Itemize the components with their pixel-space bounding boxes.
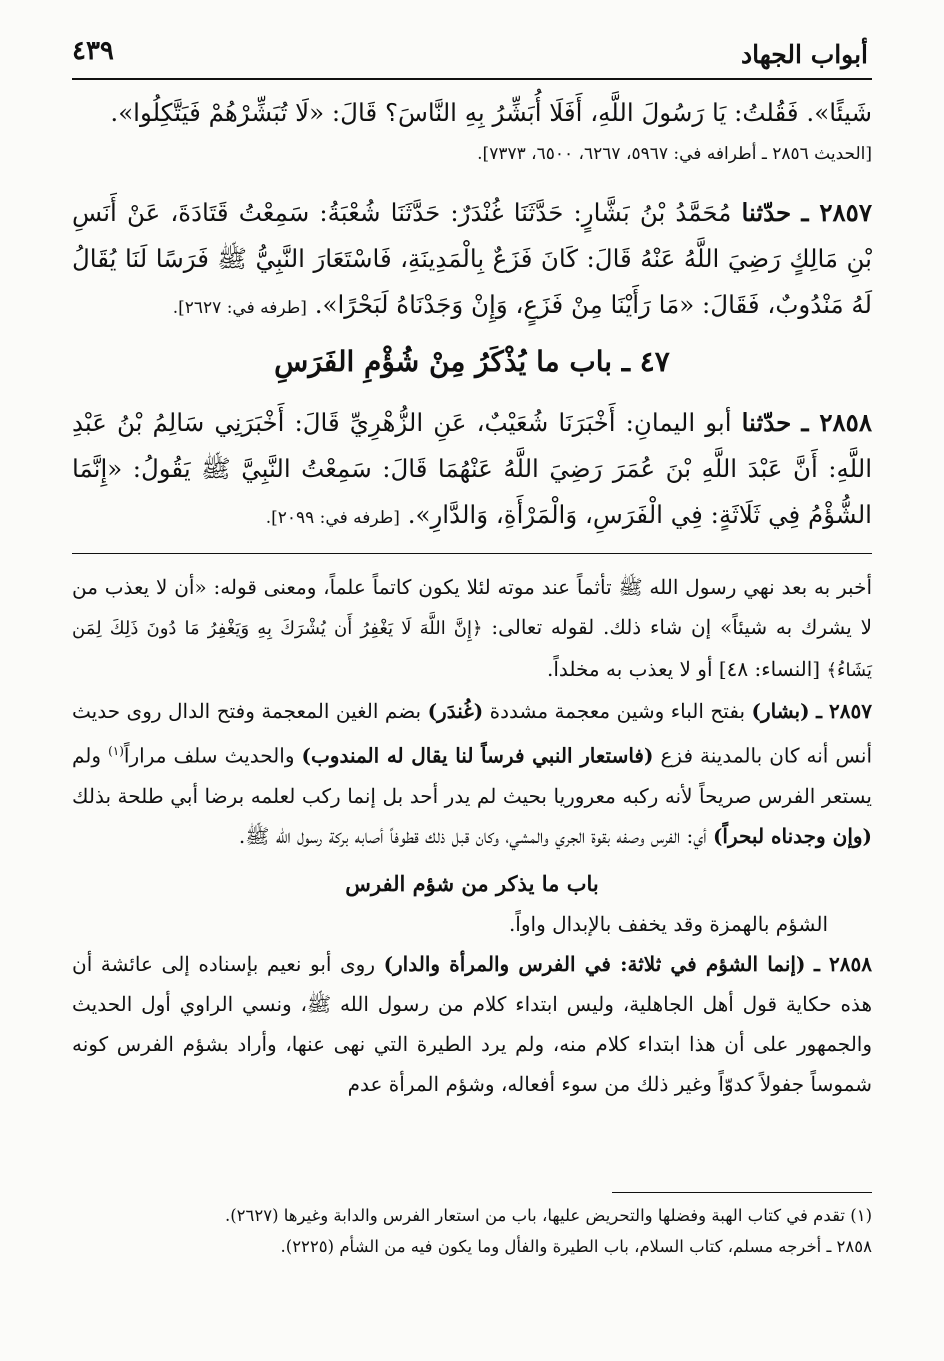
commentary-text: بفتح الباء وشين معجمة مشددة — [483, 699, 752, 723]
commentary-para-1 — [72, 567, 872, 691]
hadith-2857 — [72, 190, 872, 331]
commentary-number: ٢٨٥٨ ـ — [814, 951, 872, 976]
chapter-heading: ٤٧ ـ باب ما يُذْكَرُ مِنْ شُؤْمِ الفَرَسِ — [274, 345, 670, 378]
hadith-2857-ref: [طرفه في: ٢٦٢٧]. — [172, 298, 307, 318]
commentary-2858 — [72, 944, 872, 1104]
commentary-text: ولم يستعر الفرس صريحاً لأنه ركبه معروريا بحيث لم يدر أحد بل إنما ركب لعلمه برضا أبي طلحة بذلك — [72, 743, 872, 808]
commentary-quote: (إنما الشؤم في ثلاثة: في الفرس والمرأة والدار) — [383, 951, 806, 976]
commentary — [72, 567, 872, 1104]
commentary-text: روى أبو نعيم بإسناده إلى عائشة أن هذه حكاية قول أهل الجاهلية، وليس ابتداء كلام من رسول الله ﷺ، ونسي الراوي أول الحديث والجمهور على أن هذا ابتداء كلام منه، ولم يرد الطيرة التي نهى عنها، وأراد بشؤم الفرس كونه شموساً جفولاً كدوّاً وغير ذلك من سوء أفعاله، وشؤم المرأة عدم — [72, 951, 872, 1096]
hadith-2856-text: شَيئًا». فَقُلتُ: يَا رَسُولَ اللَّهِ، أَفَلَا أُبَشِّرُ بِهِ النَّاسَ؟ قَالَ: «لَا تُبَشِّرْهُمْ فَيَتَّكِلُوا». — [110, 98, 872, 127]
hadith-number: ٢٨٥٧ ـ — [801, 198, 872, 227]
commentary-2857 — [72, 691, 872, 856]
footnotes — [72, 1200, 872, 1262]
hadith-2858-ref: [طرفه في: ٢٠٩٩]. — [265, 508, 400, 528]
page-header — [72, 30, 868, 74]
quran-quote: ﴿إِنَّ اللَّهَ لَا يَغْفِرُ أَن يُشْرَكَ بِهِ وَيَغْفِرُ مَا دُونَ ذَلِكَ لِمَن يَشَاءُ﴾ — [72, 618, 872, 681]
hadith-2858 — [72, 400, 872, 541]
commentary-text: بضم الغين المعجمة وفتح الدال روى حديث أنس أنه كان بالمدينة فزع — [72, 699, 873, 768]
footnote-rule — [612, 1192, 872, 1193]
running-title: أبواب الجهاد — [741, 40, 868, 69]
commentary-text: أي: الفرس وصفه بقوة الجري والمشي، وكان قبل ذلك قطوفاً أصابه بركة رسول الله ﷺ. — [238, 823, 713, 848]
commentary-quote: (فاستعار النبي فرساً لنا يقال له المندوب) — [301, 743, 654, 768]
commentary-term: (بشار) — [751, 699, 810, 723]
page-number: ٤٣٩ — [72, 36, 114, 66]
hadith-2856-ref: [الحديث ٢٨٥٦ ـ أطرافه في: ٥٩٦٧، ٦٢٦٧، ٦٥٠٠، ٧٣٧٣]. — [477, 144, 872, 164]
commentary-quote: (وإن وجدناه لبحراً) — [712, 823, 872, 848]
header-rule — [72, 78, 872, 80]
commentary-text: أخبر به بعد نهي رسول الله ﷺ تأثماً عند موته لئلا يكون كاتماً علماً، ومعنى قوله: «أن لا يعذب من لا يشرك به شيئاً» إن شاء ذلك. لقوله تعالى: — [72, 575, 872, 639]
footnote-2858: ٢٨٥٨ ـ أخرجه مسلم، كتاب السلام، باب الطيرة والفأل وما يكون فيه من الشأم (٢٢٢٥). — [280, 1237, 872, 1256]
commentary-text: [النساء: ٤٨] أو لا يعذب به مخلداً. — [546, 657, 827, 681]
commentary-text: والحديث سلف مراراً — [123, 743, 302, 768]
hadith-2858-text: أبو اليمانِ: أَخْبَرَنَا شُعَيْبٌ، عَنِ الزُّهْرِيِّ قَالَ: أَخْبَرَنِي سَالِمُ بْنُ عَبْدِ اللَّهِ: أَنَّ عَبْدَ اللَّهِ بْنَ عُمَرَ رَضِيَ اللَّهُ عَنْهُمَا قَالَ: سَمِعْتُ النَّبِيَّ ﷺ يَقُولُ: «إِنَّمَا الشُّؤْمُ فِي ثَلَاثَةٍ: فِي الْفَرَسِ، وَالْمَرْأَةِ، وَالدَّارِ». — [72, 408, 872, 529]
commentary-number: ٢٨٥٧ ـ — [816, 699, 872, 723]
hadith-opening: حدّثنا — [741, 408, 792, 437]
hadith-number: ٢٨٥٨ ـ — [801, 408, 872, 437]
hadith-opening: حدّثنا — [741, 198, 792, 227]
hadith-2856-end — [72, 90, 872, 169]
commentary-shum-note: الشؤم بالهمزة وقد يخفف بالإبدال واواً. — [508, 911, 828, 936]
footnote-1: (١) تقدم في كتاب الهبة وفضلها والتحريض عليها، باب من استعار الفرس والدابة وغيرها (٢٦٢٧). — [224, 1206, 872, 1225]
commentary-term: (غُندَر) — [427, 699, 484, 723]
text-commentary-divider — [72, 553, 872, 554]
hadith-2857-text: مُحَمَّدُ بْنُ بَشَّارٍ: حَدَّثَنَا غُنْدَرٌ: حَدَّثَنَا شُعْبَةُ: سَمِعْتُ قَتَادَةَ، عَنْ أَنَسِ بْنِ مَالِكٍ رَضِيَ اللَّهُ عَنْهُ قَالَ: كَانَ فَزَعٌ بِالْمَدِينَةِ، فَاسْتَعَارَ النَّبِيُّ ﷺ فَرَسًا لَنَا يُقَالُ لَهُ مَنْدُوبٌ، فَقَالَ: «مَا رَأَيْنَا مِنْ فَزَعٍ، وَإِنْ وَجَدْنَاهُ لَبَحْرًا». — [72, 198, 872, 319]
commentary-heading: باب ما يذكر من شؤم الفرس — [345, 870, 599, 896]
footnote-marker: (١) — [108, 744, 124, 758]
